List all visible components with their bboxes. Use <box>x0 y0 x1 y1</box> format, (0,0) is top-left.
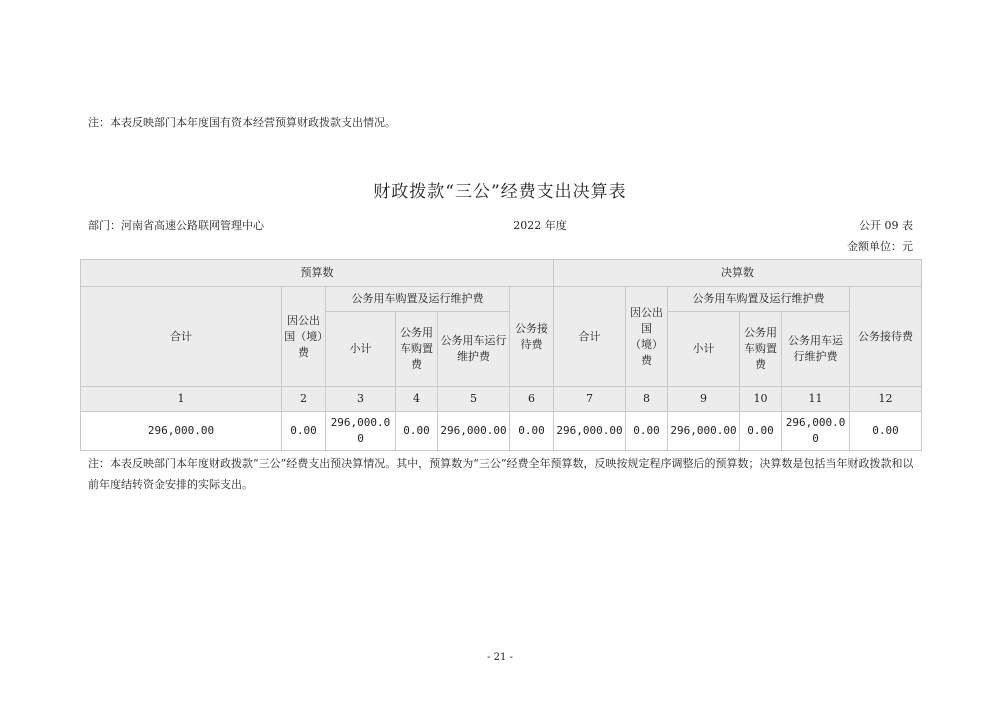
fiscal-year: 2022 年度 <box>513 219 567 232</box>
column-index: 12 <box>850 387 922 412</box>
table-cell: 296,000.00 <box>326 412 396 451</box>
form-number: 公开 09 表 <box>859 219 913 232</box>
header-actual-group: 决算数 <box>554 260 922 287</box>
header-actual-vehicle: 公务用车购置及运行维护费 <box>668 287 850 312</box>
column-index: 2 <box>282 387 326 412</box>
department-label: 部门：河南省高速公路联网管理中心 <box>88 219 264 232</box>
table-cell: 0.00 <box>740 412 782 451</box>
header-actual-purchase: 公务用车购置费 <box>740 312 782 387</box>
header-actual-operation: 公务用车运行维护费 <box>782 312 850 387</box>
column-index: 5 <box>438 387 510 412</box>
header-budget-total: 合计 <box>81 287 282 387</box>
currency-unit: 金额单位：元 <box>847 240 913 253</box>
column-index: 11 <box>782 387 850 412</box>
table-cell: 0.00 <box>510 412 554 451</box>
column-index: 7 <box>554 387 626 412</box>
page-number: - 21 - <box>487 652 513 663</box>
header-budget-reception: 公务接待费 <box>510 287 554 387</box>
table-cell: 0.00 <box>282 412 326 451</box>
column-index: 3 <box>326 387 396 412</box>
header-actual-reception: 公务接待费 <box>850 287 922 387</box>
header-budget-vehicle: 公务用车购置及运行维护费 <box>326 287 510 312</box>
table-cell: 296,000.00 <box>668 412 740 451</box>
table-cell: 296,000.00 <box>81 412 282 451</box>
bottom-note: 注：本表反映部门本年度财政拨款“三公”经费支出预决算情况。其中，预算数为“三公”经费全年预算数，反映按规定程序调整后的预算数；决算数是包括当年财政拨款和以前年度结转资金安排的实际支出。 <box>88 457 914 491</box>
table-cell: 296,000.00 <box>782 412 850 451</box>
header-budget-group: 预算数 <box>81 260 554 287</box>
table-cell: 0.00 <box>396 412 438 451</box>
column-index: 4 <box>396 387 438 412</box>
header-actual-abroad: 因公出国（境）费 <box>626 287 668 387</box>
top-note: 注：本表反映部门本年度国有资本经营预算财政拨款支出情况。 <box>88 116 396 129</box>
table-cell: 0.00 <box>626 412 668 451</box>
header-actual-subtotal: 小计 <box>668 312 740 387</box>
column-index: 10 <box>740 387 782 412</box>
three-public-expense-table <box>80 259 922 451</box>
column-index: 9 <box>668 387 740 412</box>
column-index: 1 <box>81 387 282 412</box>
table-cell: 0.00 <box>850 412 922 451</box>
header-actual-total: 合计 <box>554 287 626 387</box>
header-budget-subtotal: 小计 <box>326 312 396 387</box>
column-index: 6 <box>510 387 554 412</box>
page-title: 财政拨款“三公”经费支出决算表 <box>373 182 627 202</box>
table-cell: 296,000.00 <box>438 412 510 451</box>
header-budget-abroad: 因公出国（境）费 <box>282 287 326 387</box>
header-budget-operation: 公务用车运行维护费 <box>438 312 510 387</box>
column-index: 8 <box>626 387 668 412</box>
table-cell: 296,000.00 <box>554 412 626 451</box>
header-budget-purchase: 公务用车购置费 <box>396 312 438 387</box>
